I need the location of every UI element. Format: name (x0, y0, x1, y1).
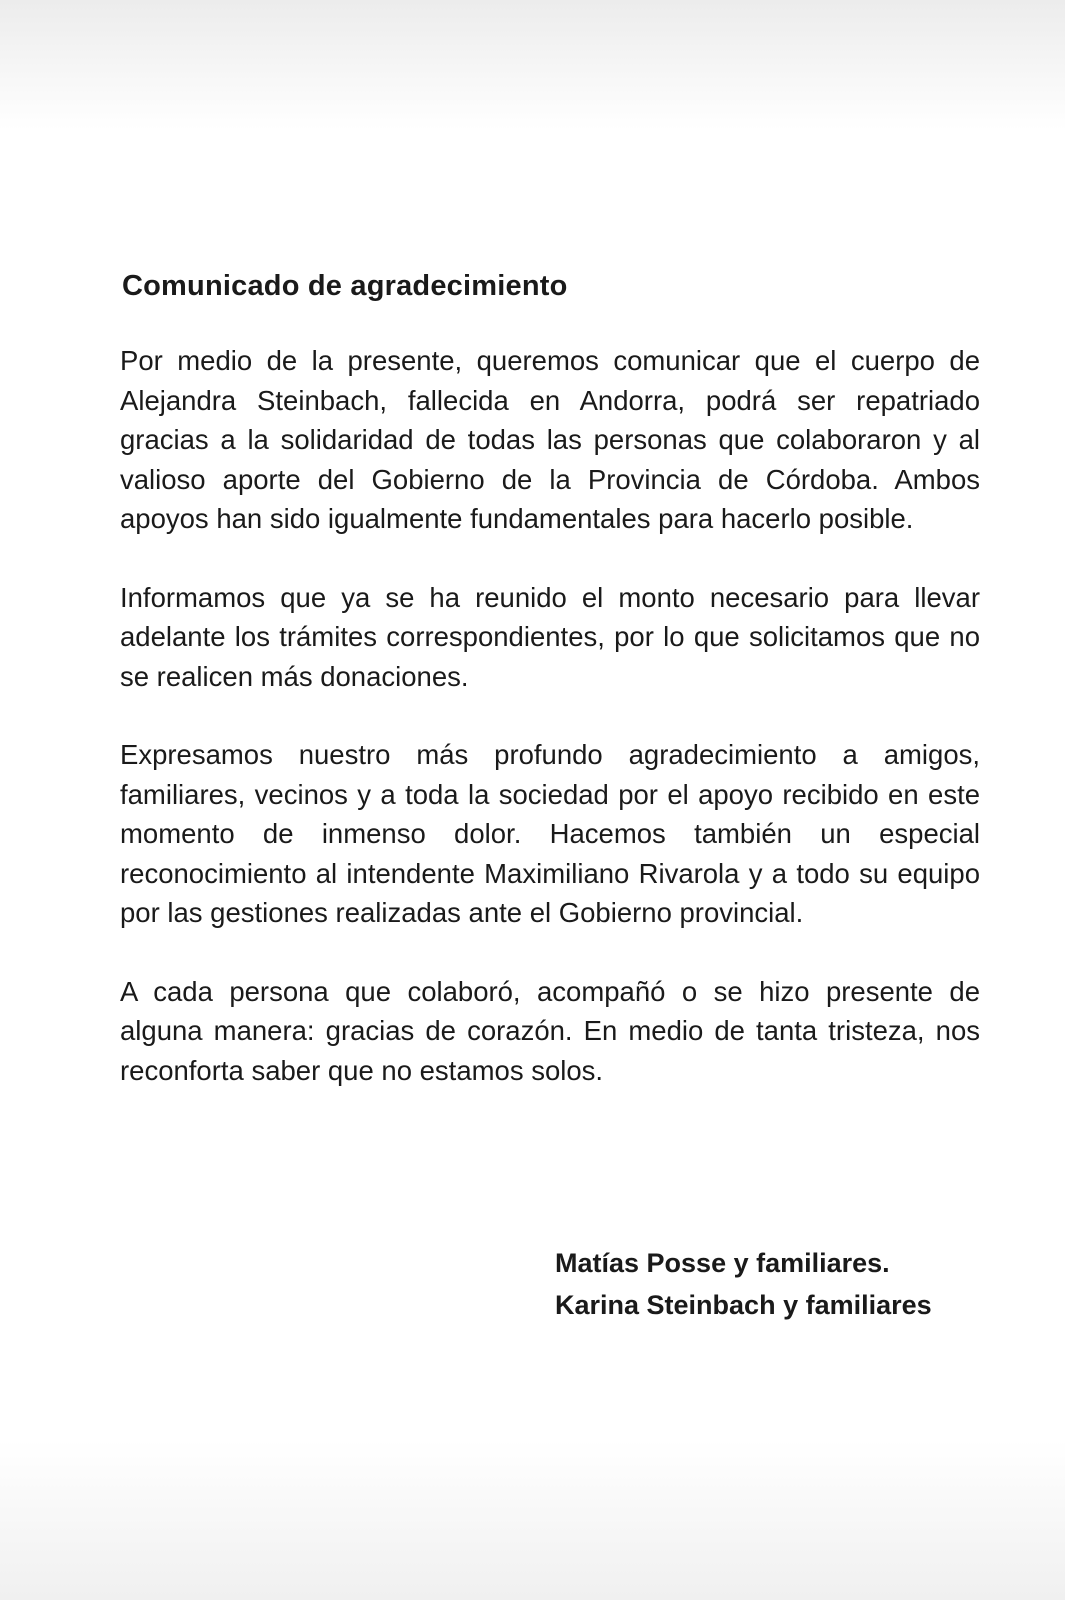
signatures (555, 1242, 932, 1326)
document (120, 270, 980, 1129)
signature-line: Matías Posse y familiares. (555, 1248, 890, 1278)
signature-line: Karina Steinbach y familiares (555, 1290, 932, 1320)
paragraph: Expresamos nuestro más profundo agradecimiento a amigos, familiares, vecinos y a toda la sociedad por el apoyo recibido en este momento de inmenso dolor. Hacemos también un especial reconocimiento al intendente Maximiliano Rivarola y a todo su equipo por las gestiones realizadas ante el Gobierno provincial. (120, 739, 980, 928)
document-title: Comunicado de agradecimiento (122, 270, 568, 302)
paragraph: Informamos que ya se ha reunido el monto necesario para llevar adelante los trámites correspondientes, por lo que solicitamos que no se realicen más donaciones. (120, 581, 980, 692)
paragraph: Por medio de la presente, queremos comunicar que el cuerpo de Alejandra Steinbach, fallecida en Andorra, podrá ser repatriado gracias a la solidaridad de todas las personas que colaboraron y al valioso aporte del Gobierno de la Provincia de Córdoba. Ambos apoyos han sido igualmente fundamentales para hacerlo posible. (120, 345, 980, 534)
paragraph: A cada persona que colaboró, acompañó o se hizo presente de alguna manera: gracias de corazón. En medio de tanta tristeza, nos reconforta saber que no estamos solos. (120, 975, 980, 1086)
